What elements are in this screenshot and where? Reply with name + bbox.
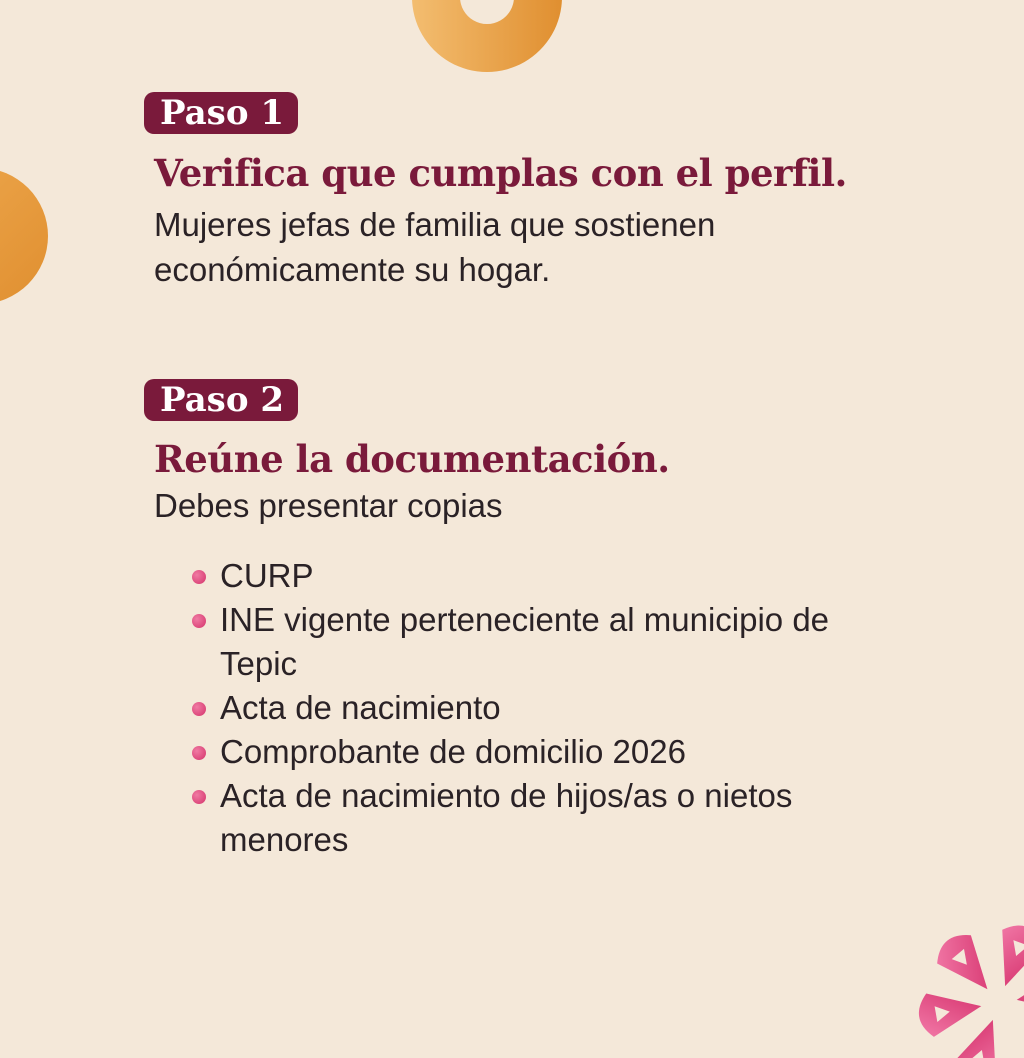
bullet-dot-icon (192, 614, 206, 628)
document-label: Acta de nacimiento (220, 689, 501, 726)
bullet-dot-icon (192, 570, 206, 584)
document-label: INE vigente perteneciente al municipio de Tepic (220, 601, 830, 682)
list-item (190, 554, 910, 598)
document-label: CURP (220, 557, 314, 594)
pink-flower-icon (884, 888, 1024, 1058)
orange-ring-icon (412, 0, 562, 72)
list-item (190, 686, 910, 730)
document-label: Acta de nacimiento de hijos/as o nietos menores (220, 777, 793, 858)
list-item (190, 774, 910, 862)
step-1-description: Mujeres jefas de familia que sostienen económicamente su hogar. (154, 206, 716, 288)
document-list (190, 554, 910, 862)
step-1-badge: Paso 1 (144, 92, 298, 134)
step-2-heading: Reúne la documentación. (154, 437, 670, 481)
list-item (190, 730, 910, 774)
bullet-dot-icon (192, 702, 206, 716)
document-label: Comprobante de domicilio 2026 (220, 733, 686, 770)
list-item (190, 598, 910, 686)
orange-half-circle-icon (0, 168, 48, 304)
bullet-dot-icon (192, 790, 206, 804)
step-1-heading: Verifica que cumplas con el perfil. (154, 151, 847, 195)
bullet-dot-icon (192, 746, 206, 760)
step-2-badge: Paso 2 (144, 379, 298, 421)
step-2-description: Debes presentar copias (154, 487, 503, 524)
